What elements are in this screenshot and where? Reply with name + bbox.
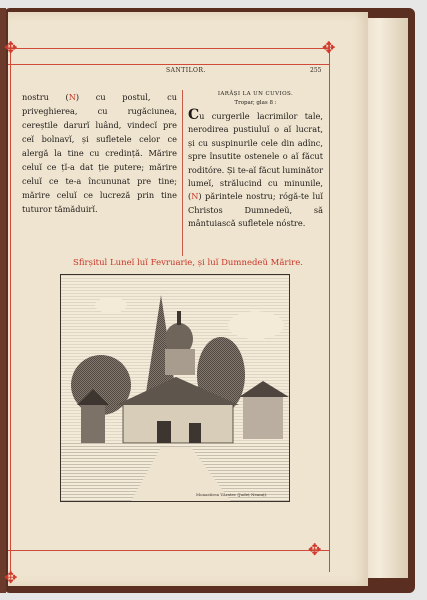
drop-cap: C: [188, 107, 200, 123]
hymn-text: u curgerile lacrimilor tale, nerodirea pustiuluĭ o aĭ lucrat, și cu suspinurile cele din adînc, spre însutite ostenele o aĭ făcut roditóre. Și te-aĭ făcut luminător lumeĭ, strălucind cu minunile, (: [188, 111, 323, 202]
left-text-column: [22, 90, 177, 216]
hymn-body: [188, 109, 323, 231]
corner-ornament-icon: ✥: [308, 540, 322, 559]
header-rule: [8, 64, 330, 65]
left-rule: [10, 42, 11, 572]
corner-ornament-icon: ✥: [4, 568, 18, 587]
binding: [0, 8, 6, 593]
engraving-image: [61, 275, 289, 501]
hymn-title: IARĂȘI LA UN CUVIOS.: [217, 91, 294, 97]
n-marker: N: [191, 191, 199, 202]
n-marker: N: [68, 92, 76, 102]
corner-ornament-icon: ✥: [322, 38, 336, 57]
corner-ornament-icon: ✥: [4, 38, 18, 57]
top-rule: [8, 48, 330, 49]
column-divider: [182, 90, 183, 256]
illustration-caption: Monastirea Văratec (Județ Neamț).: [196, 492, 268, 497]
right-rule: [329, 42, 330, 572]
hymn-text: ) părintele nostru; rógă-te luĭ Christos Dumnedeŭ, să mântuiască sufletele nóstre.: [188, 191, 323, 229]
book-page: [4, 12, 368, 587]
right-text-column: [188, 90, 323, 231]
hymn-text: ) cu postul, cu priveghierea, cu rugăciunea, cereștile darurĭ luând, vindecĭ pre ceĭ bolnavĭ, și sufletele celor ce alergă la tine cu credință. Mărire celuĭ ce țĭ-a dat ție putere; mărire celuĭ ce te-a încununat pre tine; mărire celuĭ ce lucreză prin tine tuturor tămăduirĭ.: [22, 92, 177, 214]
section-title: Sfirșitul Luneĭ luĭ Fevruarie, și luĭ Dumnedeŭ Mărire.: [73, 258, 303, 268]
page-number: 255: [310, 67, 322, 74]
monastery-engraving: [60, 274, 290, 502]
running-header: SANTILOR.: [166, 67, 206, 74]
bottom-rule: [8, 550, 330, 551]
hymn-subtitle: Tropar, glas 8 :: [234, 100, 277, 106]
text-fragment: nostru (: [22, 92, 69, 102]
